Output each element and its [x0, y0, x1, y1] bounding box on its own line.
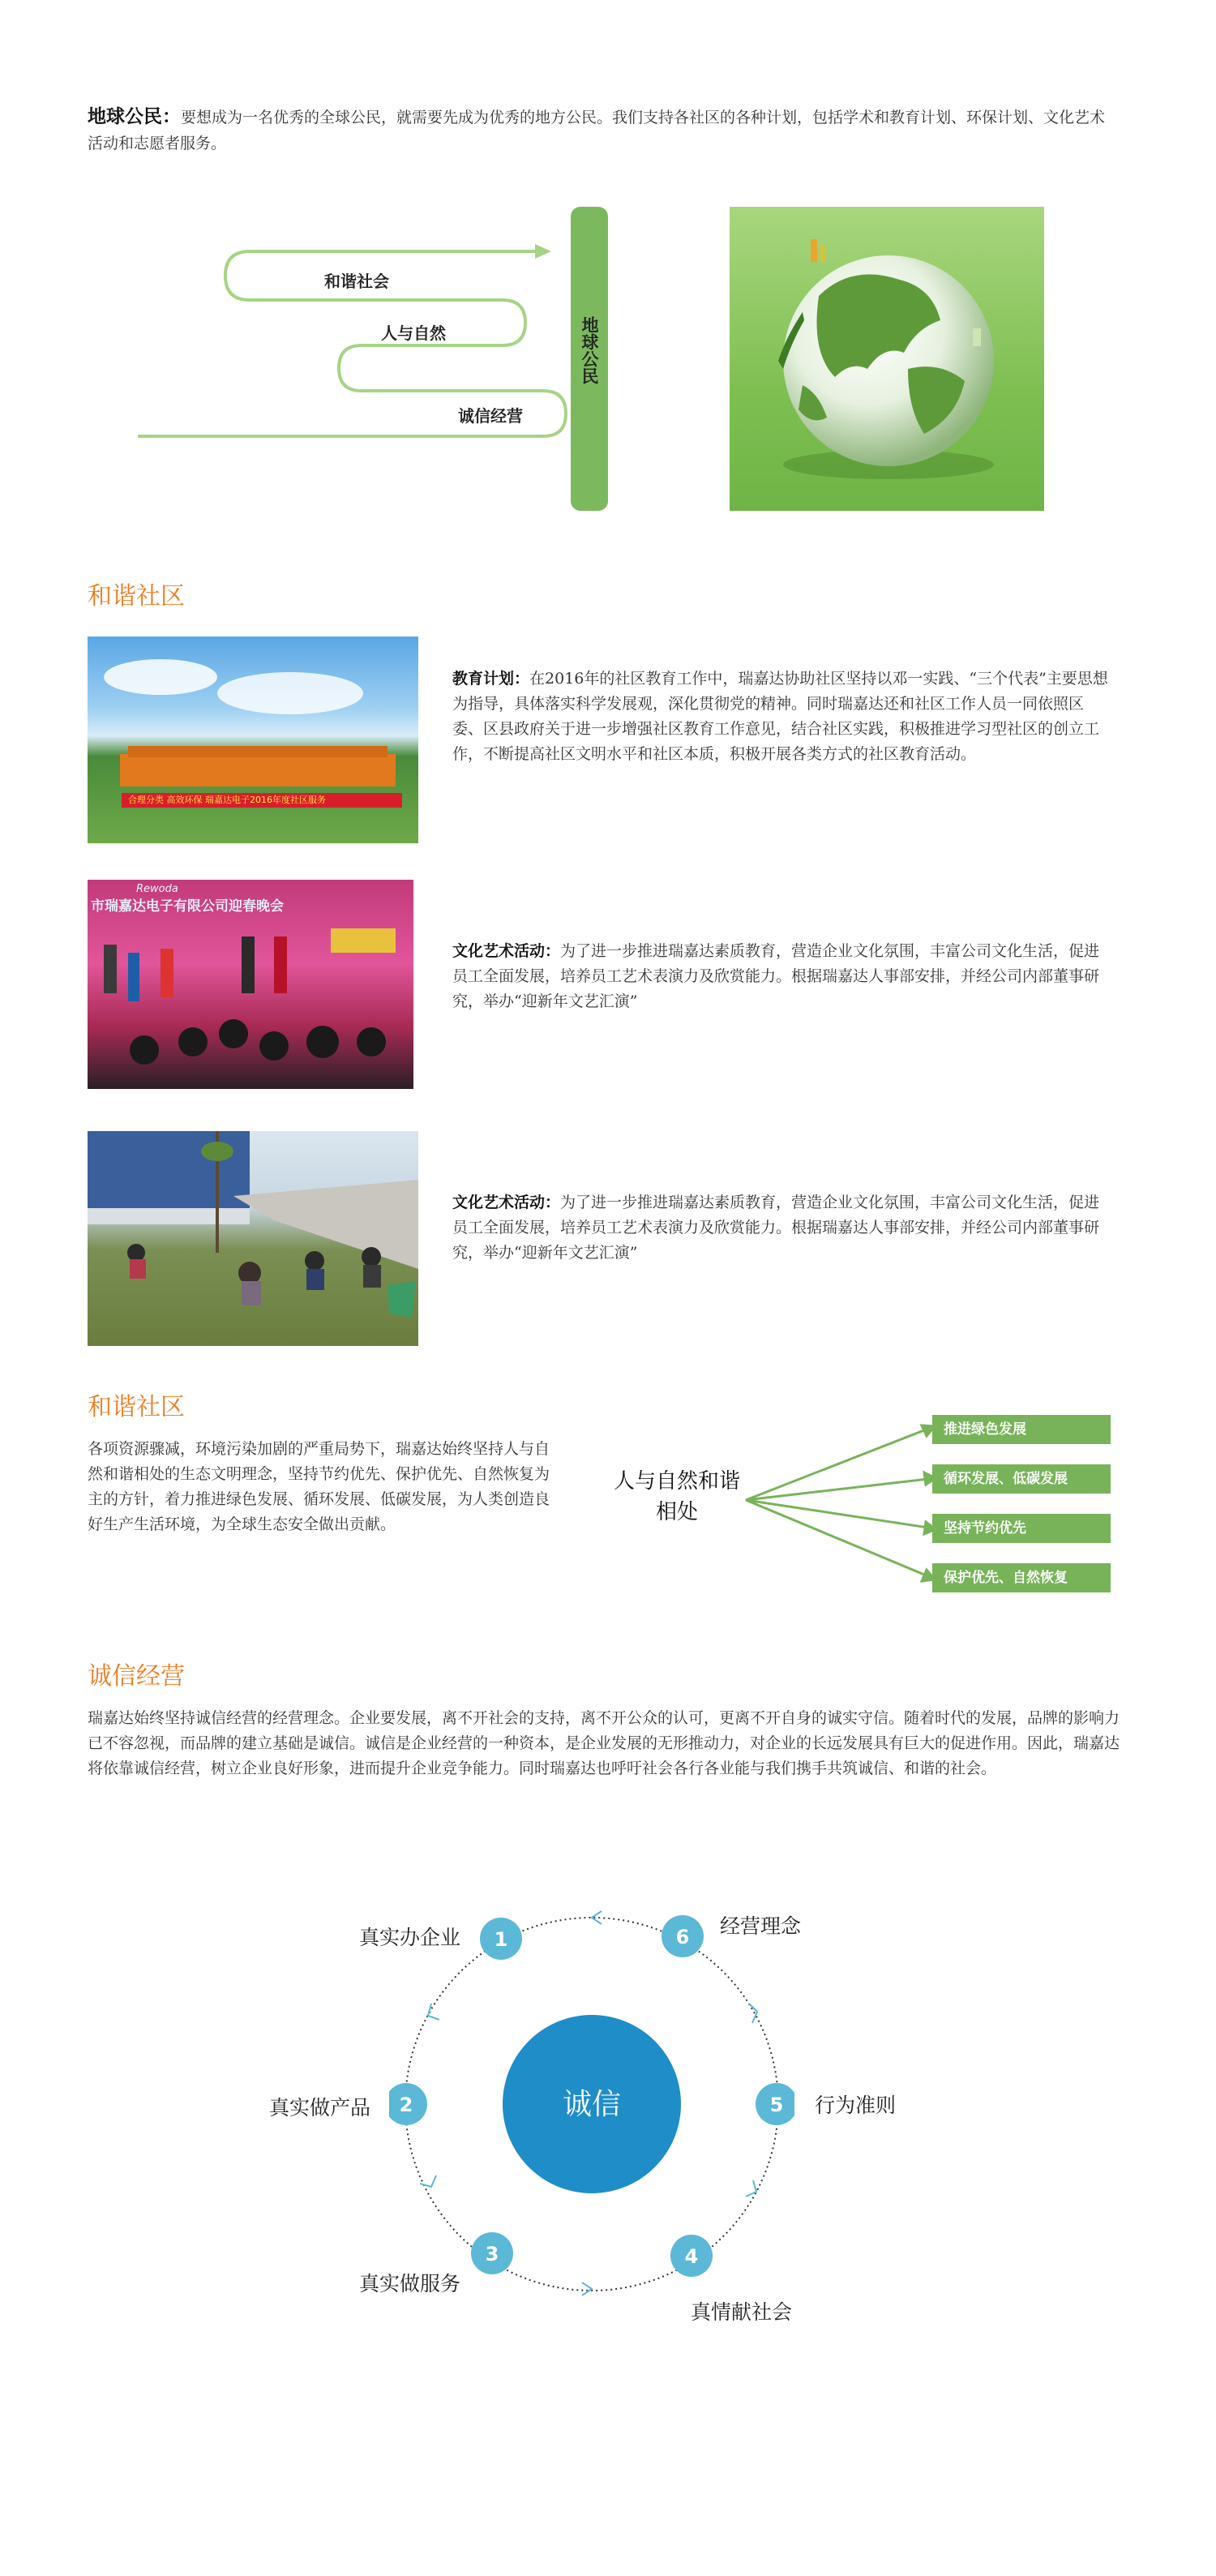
cycle-node-4-num: 4	[684, 2245, 699, 2268]
photo2-logo: Rewoda	[136, 883, 178, 895]
cycle-chevron-upper-right	[749, 2004, 757, 2023]
globe-graphic	[730, 207, 1044, 511]
section3-title: 诚信经营	[88, 1662, 185, 1691]
culture-paragraph-2	[452, 1190, 1109, 1266]
culture-label-2: 文化艺术活动：	[452, 1194, 561, 1211]
intro-label: 地球公民：	[88, 105, 181, 127]
photo1-graphic	[88, 636, 418, 843]
cycle-node-5-num: 5	[769, 2094, 784, 2116]
culture-label-1: 文化艺术活动：	[452, 942, 561, 960]
section3-paragraph: 瑞嘉达始终坚持诚信经营的经营理念。企业要发展，离不开社会的支持，离不开公众的认可，更离不开自身的诚实守信。随着时代的发展，品牌的影响力已不容忽视，而品牌的建立基础是诚信。诚信是企业经营的一种资本，是企业发展的无形推动力，对企业的长远发展具有巨大的促进作用。因此，瑞嘉达将依靠诚信经营，树立企业良好形象，进而提升企业竞争能力。同时瑞嘉达也呼吁社会各行各业能与我们携手共筑诚信、和谐的社会。	[88, 1709, 1120, 1777]
cycle-chevron-bottom	[582, 2282, 592, 2295]
cycle-node-6-num: 6	[675, 1926, 690, 1948]
cycle-chevron-lower-right	[746, 2180, 756, 2197]
path-label-integrity: 诚信经营	[458, 406, 523, 426]
branch-line-4	[746, 1500, 928, 1576]
path-arrowhead	[535, 244, 551, 259]
earth-citizen-bar	[571, 207, 608, 511]
cycle-chevron-upper-left	[428, 2004, 439, 2020]
education-text: 在2016年的社区教育工作中，瑞嘉达协助社区坚持以邓一实践、“三个代表”主要思想为指导，具体落实科学发展观，深化贯彻党的精神。同时瑞嘉达还和社区工作人员一同依照区委、区县政府关于进一步增强社区教育工作意见，结合社区实践，积极推进学习型社区的创立工作，不断提高社区文明水平和社区本质，积极开展各类方式的社区教育活动。	[452, 670, 1108, 763]
integrity-cycle	[389, 1901, 794, 2307]
photo3-graphic	[88, 1131, 418, 1346]
section2-title: 和谐社区	[88, 1393, 185, 1421]
photo-volunteer-weeding	[88, 1131, 418, 1346]
cycle-node-3-num: 3	[485, 2243, 499, 2265]
earth-citizen-bar-label: 地球公民	[580, 316, 600, 384]
nature-hub-label: 人与自然和谐相处	[613, 1469, 740, 1524]
cycle-label-1: 真实办企业	[359, 1926, 461, 1949]
culture-paragraph-1	[452, 939, 1109, 1014]
education-label: 教育计划：	[452, 670, 530, 688]
education-paragraph	[452, 667, 1109, 767]
branch-protection-first: 保护优先、自然恢复	[932, 1563, 1111, 1592]
cycle-label-4: 真情献社会	[691, 2300, 793, 2324]
cycle-center-label: 诚信	[562, 2088, 622, 2121]
nature-branches	[734, 1411, 944, 1597]
branch-line-3	[746, 1500, 928, 1528]
photo-community-group	[88, 636, 418, 843]
intro-paragraph	[88, 104, 1117, 156]
citizen-path-diagram	[130, 195, 584, 519]
culture-text-2: 为了进一步推进瑞嘉达素质教育，营造企业文化氛围，丰富公司文化生活，促进员工全面发展，培养员工艺术表演力及欣赏能力。根据瑞嘉达人事部安排，并经公司内部董事研究，举办“迎新年文艺汇演”	[452, 1194, 1100, 1262]
cycle-label-5: 行为准则	[815, 2094, 897, 2117]
branch-circular-development: 循环发展、低碳发展	[932, 1464, 1111, 1494]
cycle-node-1-num: 1	[494, 1928, 508, 1951]
culture-text-1: 为了进一步推进瑞嘉达素质教育，营造企业文化氛围，丰富公司文化生活，促进员工全面发展，培养员工艺术表演力及欣赏能力。根据瑞嘉达人事部安排，并经公司内部董事研究，举办“迎新年文艺汇演”	[452, 942, 1100, 1010]
intro-text: 要想成为一名优秀的全球公民，就需要先成为优秀的地方公民。我们支持各社区的各种计划，包括学术和教育计划、环保计划、文化艺术活动和志愿者服务。	[88, 109, 1106, 152]
cycle-label-2: 真实做产品	[269, 2096, 371, 2120]
globe-image	[730, 207, 1044, 511]
section1-title: 和谐社区	[88, 582, 185, 611]
photo2-banner: 市瑞嘉达电子有限公司迎春晚会	[91, 898, 284, 915]
path-label-nature: 人与自然	[381, 324, 446, 343]
path-label-harmony: 和谐社会	[324, 272, 389, 291]
branch-green-development: 推进绿色发展	[932, 1415, 1111, 1444]
cycle-node-2-num: 2	[399, 2094, 413, 2116]
photo1-banner: 合理分类 高效环保 瑞嘉达电子2016年度社区服务	[128, 795, 326, 805]
branch-conservation-first: 坚持节约优先	[932, 1514, 1111, 1543]
cycle-label-3: 真实做服务	[359, 2272, 461, 2295]
cycle-label-6: 经营理念	[720, 1914, 802, 1938]
photo-stage-show	[88, 880, 413, 1089]
section2-paragraph: 各项资源骤减，环境污染加剧的严重局势下，瑞嘉达始终坚持人与自然和谐相处的生态文明理念，坚持节约优先、保护优先、自然恢复为主的方针，着力推进绿色发展、循环发展、低碳发展，为人类创造良好生产生活环境，为全球生态安全做出贡献。	[88, 1440, 550, 1533]
